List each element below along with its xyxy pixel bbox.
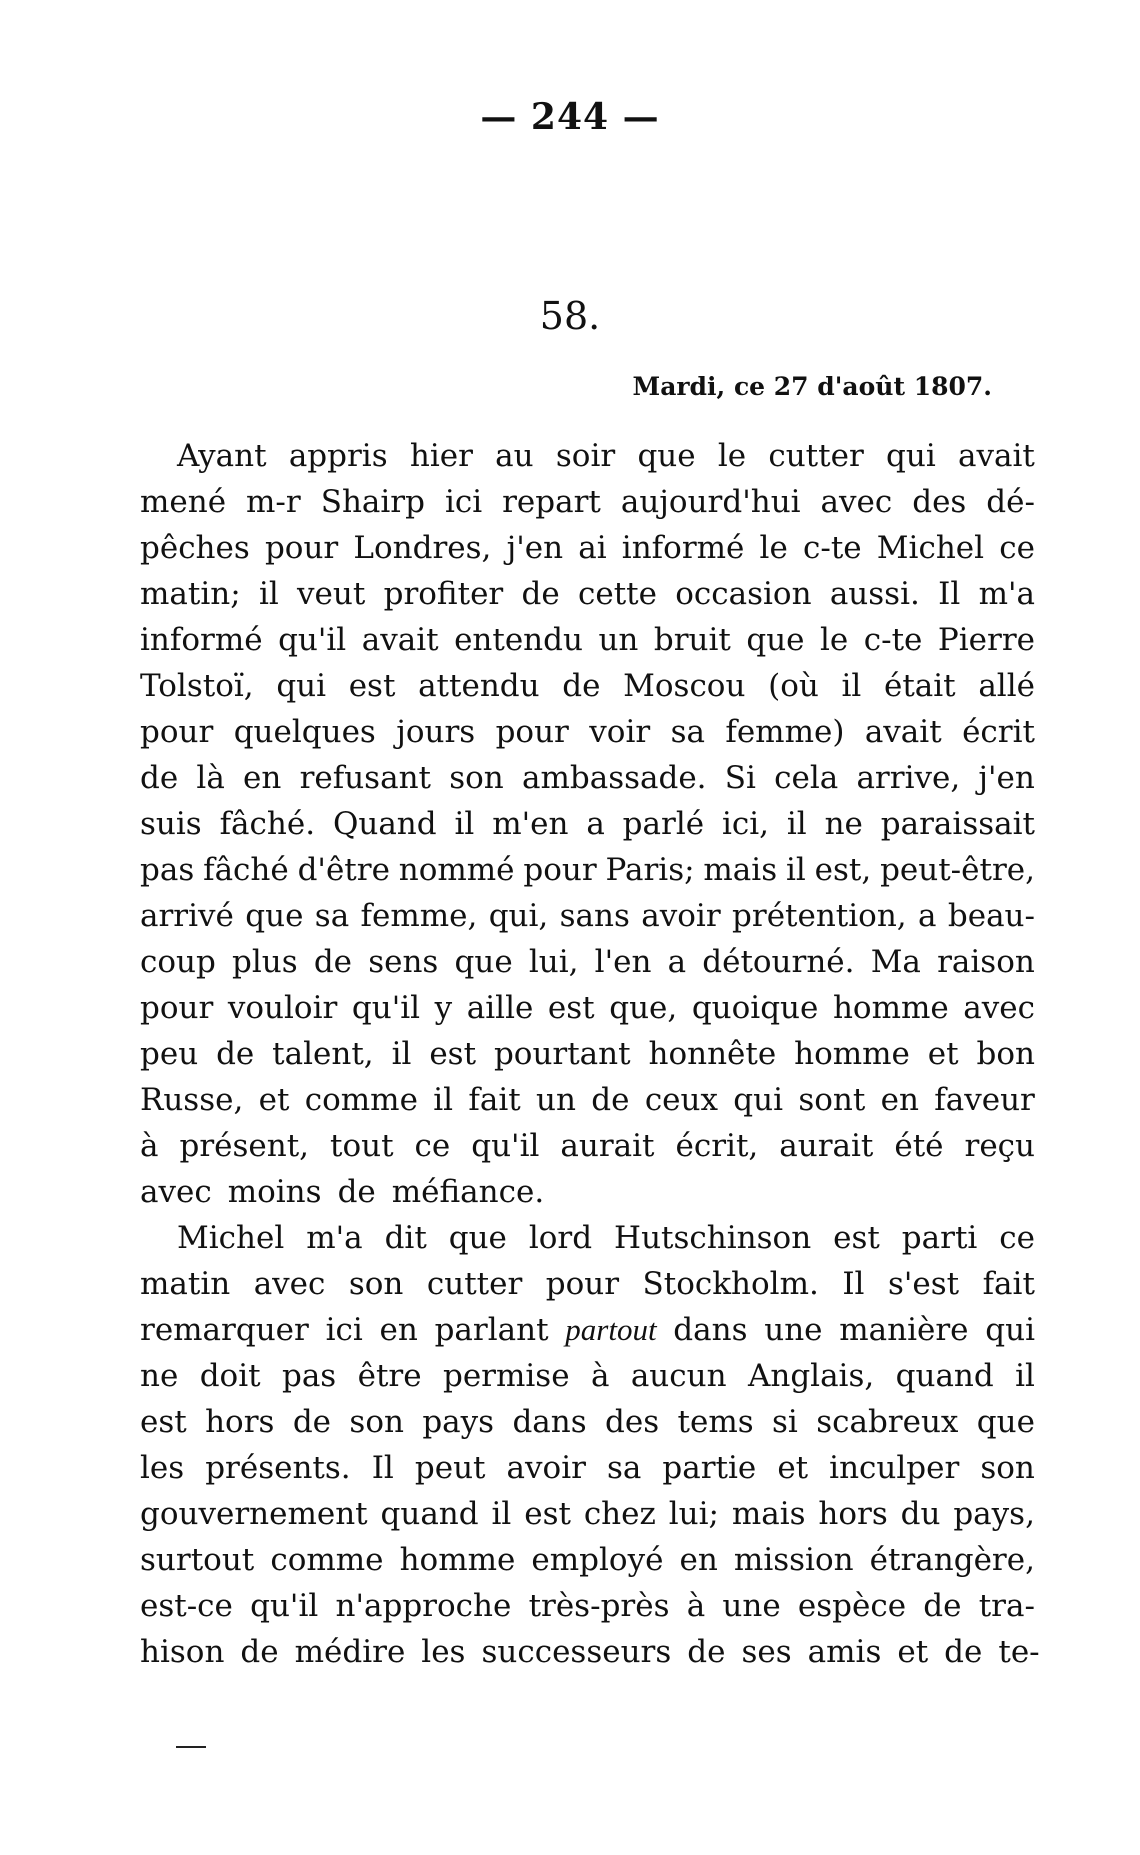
- word: homme: [399, 1542, 516, 1578]
- word: suis: [140, 806, 202, 842]
- word: qui: [733, 1082, 784, 1118]
- word: des: [605, 1404, 660, 1440]
- word: matin;: [140, 576, 241, 612]
- word: paraissait: [880, 806, 1035, 842]
- word: un: [536, 1082, 576, 1118]
- word: qui: [276, 668, 327, 704]
- word: qu'il: [278, 622, 347, 658]
- word: détourné.: [702, 944, 855, 980]
- word: ici: [325, 1312, 363, 1348]
- word: pour: [140, 990, 214, 1026]
- word: a: [667, 944, 687, 980]
- word: à: [140, 1128, 159, 1164]
- word: Si: [724, 760, 756, 796]
- word: veut: [297, 576, 366, 612]
- word: quand: [380, 1496, 479, 1532]
- word: avec: [140, 1174, 212, 1210]
- word: hors: [205, 1404, 275, 1440]
- word: prétention,: [732, 898, 907, 934]
- word: ce: [999, 530, 1035, 566]
- word: te-: [998, 1634, 1040, 1670]
- word: hors: [818, 1496, 888, 1532]
- word: un: [598, 622, 639, 658]
- word: très-près: [528, 1588, 670, 1624]
- word: de: [591, 1082, 630, 1118]
- word: il: [491, 1496, 512, 1532]
- word: il: [785, 852, 806, 888]
- word: en: [243, 760, 282, 796]
- word: son: [980, 1450, 1035, 1486]
- word: s'est: [887, 1266, 960, 1302]
- word: employé: [531, 1542, 664, 1578]
- word: en: [379, 1312, 418, 1348]
- word: une: [722, 1588, 781, 1624]
- word: mené: [140, 484, 227, 520]
- word: informé: [140, 622, 263, 658]
- word: peu: [140, 1036, 199, 1072]
- word: pêches: [140, 530, 250, 566]
- word: de: [562, 668, 601, 704]
- word: attendu: [418, 668, 540, 704]
- word: de: [337, 1174, 376, 1210]
- word: appris: [288, 438, 388, 474]
- word: repart: [502, 484, 601, 520]
- word: les: [421, 1634, 466, 1670]
- word: aujourd'hui: [620, 484, 801, 520]
- word: manière: [839, 1312, 969, 1348]
- text-line: [140, 847, 1035, 893]
- word: de: [944, 1634, 983, 1670]
- word: cutter: [768, 438, 864, 474]
- word: permise: [442, 1358, 570, 1394]
- word: sans: [559, 898, 630, 934]
- word: cutter: [426, 1266, 523, 1302]
- word: profiter: [383, 576, 504, 612]
- word: mais: [703, 852, 778, 888]
- word: pour: [264, 530, 339, 566]
- text-line: [140, 433, 1035, 479]
- word: que: [746, 622, 805, 658]
- word: qui,: [488, 898, 549, 934]
- word: doit: [199, 1358, 261, 1394]
- text-line: [140, 1215, 1035, 1261]
- word: avoir: [506, 1450, 586, 1486]
- word: pas: [281, 1358, 337, 1394]
- word: le: [820, 622, 849, 658]
- word: homme: [794, 1036, 910, 1072]
- word: son: [349, 1404, 404, 1440]
- word: partie: [662, 1450, 757, 1486]
- word: pays: [422, 1404, 495, 1440]
- word: là: [196, 760, 225, 796]
- word: Tolstoï,: [140, 668, 254, 704]
- word: qu'il: [250, 1588, 319, 1624]
- word: à: [686, 1588, 706, 1624]
- text-line: [140, 1169, 1035, 1215]
- word: que: [245, 898, 304, 934]
- text-line: [140, 1123, 1035, 1169]
- word: Michel: [177, 1220, 285, 1256]
- word: en: [880, 1082, 919, 1118]
- word: tems: [677, 1404, 754, 1440]
- word: son: [348, 1266, 404, 1302]
- word: au: [495, 438, 534, 474]
- word: dans: [673, 1312, 748, 1348]
- word: pour: [495, 714, 569, 750]
- word: dit: [384, 1220, 427, 1256]
- word: étrangère,: [869, 1542, 1035, 1578]
- word: ai: [578, 530, 607, 566]
- word: que: [976, 1404, 1035, 1440]
- word: refusant: [299, 760, 431, 796]
- word: sens: [368, 944, 439, 980]
- word: des: [912, 484, 967, 520]
- word: moins: [227, 1174, 322, 1210]
- word: informé: [621, 530, 745, 566]
- word: inculper: [829, 1450, 960, 1486]
- word: écrit: [962, 714, 1035, 750]
- word: avait: [958, 438, 1035, 474]
- word: m'a: [978, 576, 1035, 612]
- word: les: [140, 1450, 185, 1486]
- word: et: [897, 1634, 929, 1670]
- word: de: [216, 1036, 255, 1072]
- word: pays,: [953, 1496, 1035, 1532]
- word: présent,: [179, 1128, 310, 1164]
- word: méfiance.: [391, 1174, 545, 1210]
- word: lui;: [668, 1496, 719, 1532]
- word: arrivé: [140, 898, 234, 934]
- word: est: [833, 1220, 880, 1256]
- word: tra-: [978, 1588, 1035, 1624]
- word: ici,: [721, 806, 769, 842]
- text-line: [140, 709, 1035, 755]
- word: c-te: [863, 622, 923, 658]
- word: Shairp: [320, 484, 425, 520]
- word: il: [1015, 1358, 1035, 1394]
- word: avait: [864, 714, 942, 750]
- word: successeurs: [481, 1634, 672, 1670]
- word: Anglais,: [747, 1358, 875, 1394]
- word: Hutschinson: [614, 1220, 812, 1256]
- word: Stockholm.: [642, 1266, 819, 1302]
- word: d'être: [297, 852, 390, 888]
- word: cette: [577, 576, 657, 612]
- word: chez: [583, 1496, 656, 1532]
- word: le: [759, 530, 788, 566]
- word: parti: [901, 1220, 978, 1256]
- word: quand: [895, 1358, 994, 1394]
- word: homme: [832, 990, 949, 1026]
- word: scabreux: [816, 1404, 959, 1440]
- word: de: [521, 576, 560, 612]
- word: lord: [528, 1220, 593, 1256]
- word: pour: [545, 1266, 620, 1302]
- word: ceux: [644, 1082, 718, 1118]
- text-line: [140, 617, 1035, 663]
- word: Ma: [870, 944, 921, 980]
- word: beau-: [947, 898, 1035, 934]
- word: amis: [807, 1634, 882, 1670]
- word: mais: [731, 1496, 806, 1532]
- text-line: [140, 1353, 1035, 1399]
- word: qui: [886, 438, 936, 474]
- word: de: [292, 1404, 332, 1440]
- word: Il: [371, 1450, 394, 1486]
- word: n'approche: [335, 1588, 512, 1624]
- word: y: [434, 990, 453, 1026]
- word: est: [524, 1496, 571, 1532]
- word: que,: [609, 990, 678, 1026]
- word: aussi.: [829, 576, 920, 612]
- text-line: [140, 893, 1035, 939]
- word: que: [454, 944, 513, 980]
- word: et: [258, 1082, 290, 1118]
- word: avec: [963, 990, 1035, 1026]
- text-line: [140, 1031, 1035, 1077]
- text-line: [140, 1307, 1035, 1353]
- text-line: [140, 939, 1035, 985]
- word: son: [449, 760, 504, 796]
- word: sa: [314, 898, 350, 934]
- word: ne: [140, 1358, 179, 1394]
- word: qu'il: [471, 1128, 540, 1164]
- word: Londres,: [353, 530, 492, 566]
- word: c-te: [802, 530, 862, 566]
- word: il: [841, 668, 862, 704]
- word: femme): [725, 714, 845, 750]
- word: Pierre: [937, 622, 1035, 658]
- text-line: [140, 801, 1035, 847]
- text-line: [140, 1583, 1035, 1629]
- text-line: [140, 479, 1035, 525]
- word: de: [240, 1634, 279, 1670]
- word: avait: [361, 622, 439, 658]
- word: talent,: [272, 1036, 374, 1072]
- word: aille: [466, 990, 534, 1026]
- word: femme,: [360, 898, 478, 934]
- word: dans: [512, 1404, 587, 1440]
- word: voir: [589, 714, 651, 750]
- footer-rule: [176, 1746, 206, 1748]
- word: de: [313, 944, 353, 980]
- word: avec: [253, 1266, 326, 1302]
- word: ce: [999, 1220, 1035, 1256]
- word: il: [258, 576, 279, 612]
- letter-body: [140, 433, 1040, 1675]
- word: est: [429, 1036, 477, 1072]
- word: était: [883, 668, 956, 704]
- word: comme: [304, 1082, 418, 1118]
- word: Il: [938, 576, 961, 612]
- word: être: [357, 1358, 422, 1394]
- word: présents.: [205, 1450, 351, 1486]
- word: nommé: [398, 852, 515, 888]
- word: il: [454, 806, 475, 842]
- word: médire: [294, 1634, 406, 1670]
- word: fait: [982, 1266, 1035, 1302]
- word: honnête: [648, 1036, 777, 1072]
- word: aurait: [560, 1128, 655, 1164]
- word: aurait: [779, 1128, 874, 1164]
- word: pourtant: [493, 1036, 631, 1072]
- text-line: [140, 1261, 1035, 1307]
- text-line: [140, 1399, 1035, 1445]
- word: du: [900, 1496, 941, 1532]
- word: si: [772, 1404, 798, 1440]
- word: ses: [741, 1634, 792, 1670]
- word: peut-être,: [880, 852, 1035, 888]
- word: ici: [444, 484, 483, 520]
- word: cela: [774, 760, 839, 796]
- text-line: [140, 755, 1035, 801]
- word: m-r: [246, 484, 301, 520]
- word: surtout: [140, 1542, 255, 1578]
- word: soir: [555, 438, 616, 474]
- word: partout: [565, 1312, 657, 1347]
- text-line: [140, 985, 1035, 1031]
- word: il: [433, 1082, 454, 1118]
- word: ambassade.: [521, 760, 707, 796]
- word: ne: [824, 806, 863, 842]
- word: et: [777, 1450, 809, 1486]
- word: pour: [140, 714, 214, 750]
- text-line: [140, 663, 1035, 709]
- word: m'en: [492, 806, 569, 842]
- page-number: — 244 —: [480, 96, 660, 138]
- word: plus: [232, 944, 298, 980]
- word: avec: [820, 484, 893, 520]
- word: est-ce: [140, 1588, 233, 1624]
- word: sa: [606, 1450, 642, 1486]
- word: faveur: [934, 1082, 1035, 1118]
- word: vouloir: [227, 990, 338, 1026]
- word: que: [448, 1220, 507, 1256]
- word: écrit,: [675, 1128, 759, 1164]
- word: il: [391, 1036, 412, 1072]
- letter-number: 58.: [539, 294, 601, 338]
- word: m'a: [306, 1220, 363, 1256]
- word: Il: [842, 1266, 865, 1302]
- word: fait: [468, 1082, 521, 1118]
- word: et: [927, 1036, 959, 1072]
- word: occasion: [675, 576, 812, 612]
- word: est: [140, 1404, 187, 1440]
- word: jours: [396, 714, 476, 750]
- word: est: [547, 990, 595, 1026]
- word: que: [637, 438, 696, 474]
- word: qui: [985, 1312, 1035, 1348]
- word: mission: [733, 1542, 854, 1578]
- word: remarquer: [140, 1312, 309, 1348]
- word: sont: [798, 1082, 866, 1118]
- word: (où: [768, 668, 819, 704]
- word: avoir: [641, 898, 721, 934]
- text-line: [140, 571, 1035, 617]
- word: une: [764, 1312, 823, 1348]
- word: lui,: [528, 944, 579, 980]
- word: Quand: [332, 806, 437, 842]
- word: quelques: [233, 714, 376, 750]
- word: Moscou: [623, 668, 746, 704]
- text-line: [140, 1445, 1035, 1491]
- word: coup: [140, 944, 216, 980]
- word: ce: [414, 1128, 451, 1164]
- word: hison: [140, 1634, 225, 1670]
- text-line: [140, 1537, 1035, 1583]
- word: est: [348, 668, 396, 704]
- word: Paris;: [605, 852, 695, 888]
- word: le: [717, 438, 747, 474]
- word: été: [894, 1128, 944, 1164]
- word: Russe,: [140, 1082, 244, 1118]
- word: est,: [814, 852, 872, 888]
- word: fâché: [203, 852, 289, 888]
- word: en: [679, 1542, 718, 1578]
- word: qu'il: [351, 990, 421, 1026]
- word: quoique: [691, 990, 819, 1026]
- word: aucun: [630, 1358, 727, 1394]
- word: Michel: [876, 530, 985, 566]
- text-line: [140, 525, 1035, 571]
- word: pour: [523, 852, 597, 888]
- word: entendu: [454, 622, 583, 658]
- word: peut: [414, 1450, 486, 1486]
- word: de: [687, 1634, 726, 1670]
- word: j'en: [978, 760, 1035, 796]
- word: de: [923, 1588, 962, 1624]
- word: Ayant: [177, 438, 267, 474]
- word: bruit: [653, 622, 731, 658]
- word: à: [590, 1358, 610, 1394]
- word: l'en: [594, 944, 652, 980]
- word: fâché.: [219, 806, 316, 842]
- word: arrive,: [856, 760, 961, 796]
- word: tout: [330, 1128, 394, 1164]
- word: j'en: [506, 530, 564, 566]
- text-line: [140, 1491, 1035, 1537]
- word: allé: [978, 668, 1035, 704]
- text-line: [140, 1629, 1040, 1675]
- word: espèce: [797, 1588, 907, 1624]
- word: il: [786, 806, 807, 842]
- word: gouvernement: [140, 1496, 368, 1532]
- word: parlé: [622, 806, 705, 842]
- word: de: [140, 760, 179, 796]
- word: dé-: [986, 484, 1035, 520]
- word: reçu: [964, 1128, 1035, 1164]
- word: sa: [670, 714, 705, 750]
- word: a: [918, 898, 937, 934]
- dateline: Mardi, ce 27 d'août 1807.: [632, 372, 992, 401]
- word: matin: [140, 1266, 231, 1302]
- word: hier: [409, 438, 473, 474]
- word: comme: [270, 1542, 384, 1578]
- word: raison: [937, 944, 1035, 980]
- text-line: [140, 1077, 1035, 1123]
- word: parlant: [434, 1312, 549, 1348]
- word: pas: [140, 852, 195, 888]
- word: bon: [976, 1036, 1035, 1072]
- word: a: [586, 806, 605, 842]
